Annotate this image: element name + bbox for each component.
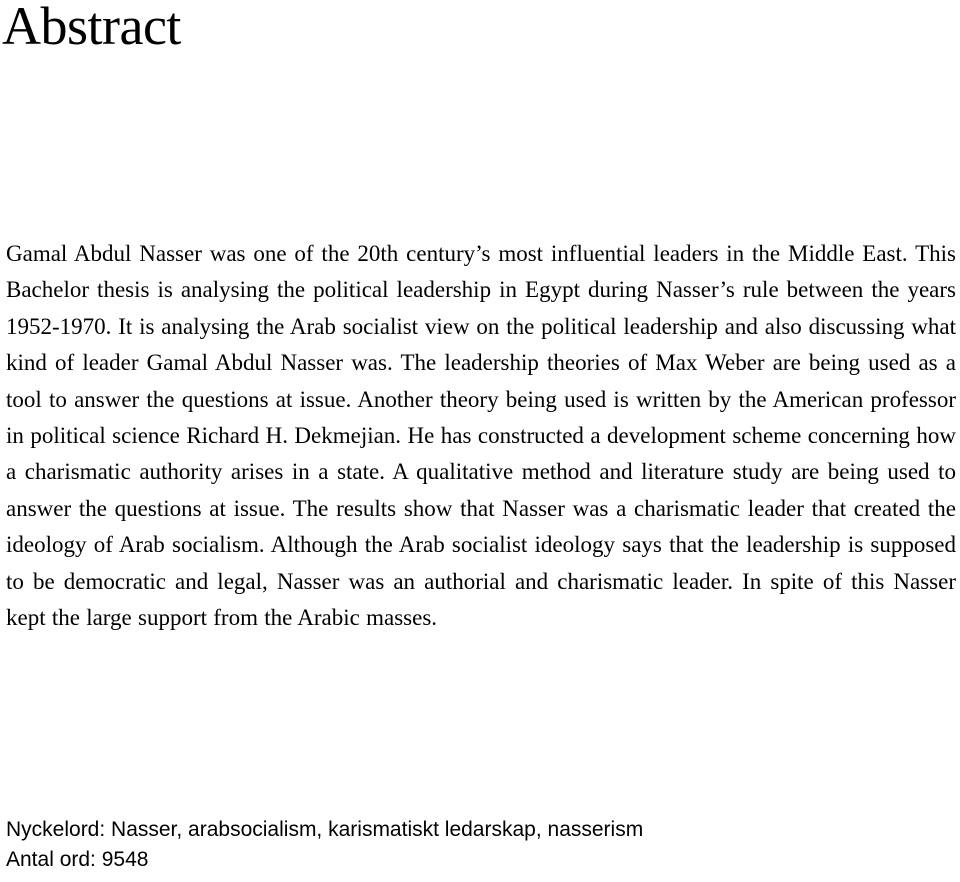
word-count-line: Antal ord: 9548 [6, 848, 149, 871]
page-title: Abstract [2, 0, 181, 56]
keywords-line: Nyckelord: Nasser, arabsocialism, karismatiskt ledarskap, nasserism [6, 818, 644, 841]
abstract-body: Gamal Abdul Nasser was one of the 20th century’s most influential leaders in the Middle East. This Bachelor thesis is analysing the political leadership in Egypt during Nasser’s rule between the years 1952-1970. It is analysing the Arab socialist view on the political leadership and also discussing what kind of leader Gamal Abdul Nasser was. The leadership theories of Max Weber are being used as a tool to answer the questions at issue. Another theory being used is written by the American professor in political science Richard H. Dekmejian. He has constructed a development scheme concerning how a charismatic authority arises in a state. A qualitative method and literature study are being used to answer the questions at issue. The results show that Nasser was a charismatic leader that created the ideology of Arab socialism. Although the Arab socialist ideology says that the leadership is supposed to be democratic and legal, Nasser was an authorial and charismatic leader. In spite of this Nasser kept the large support from the Arabic masses. [6, 241, 956, 631]
keywords-block [6, 815, 643, 875]
